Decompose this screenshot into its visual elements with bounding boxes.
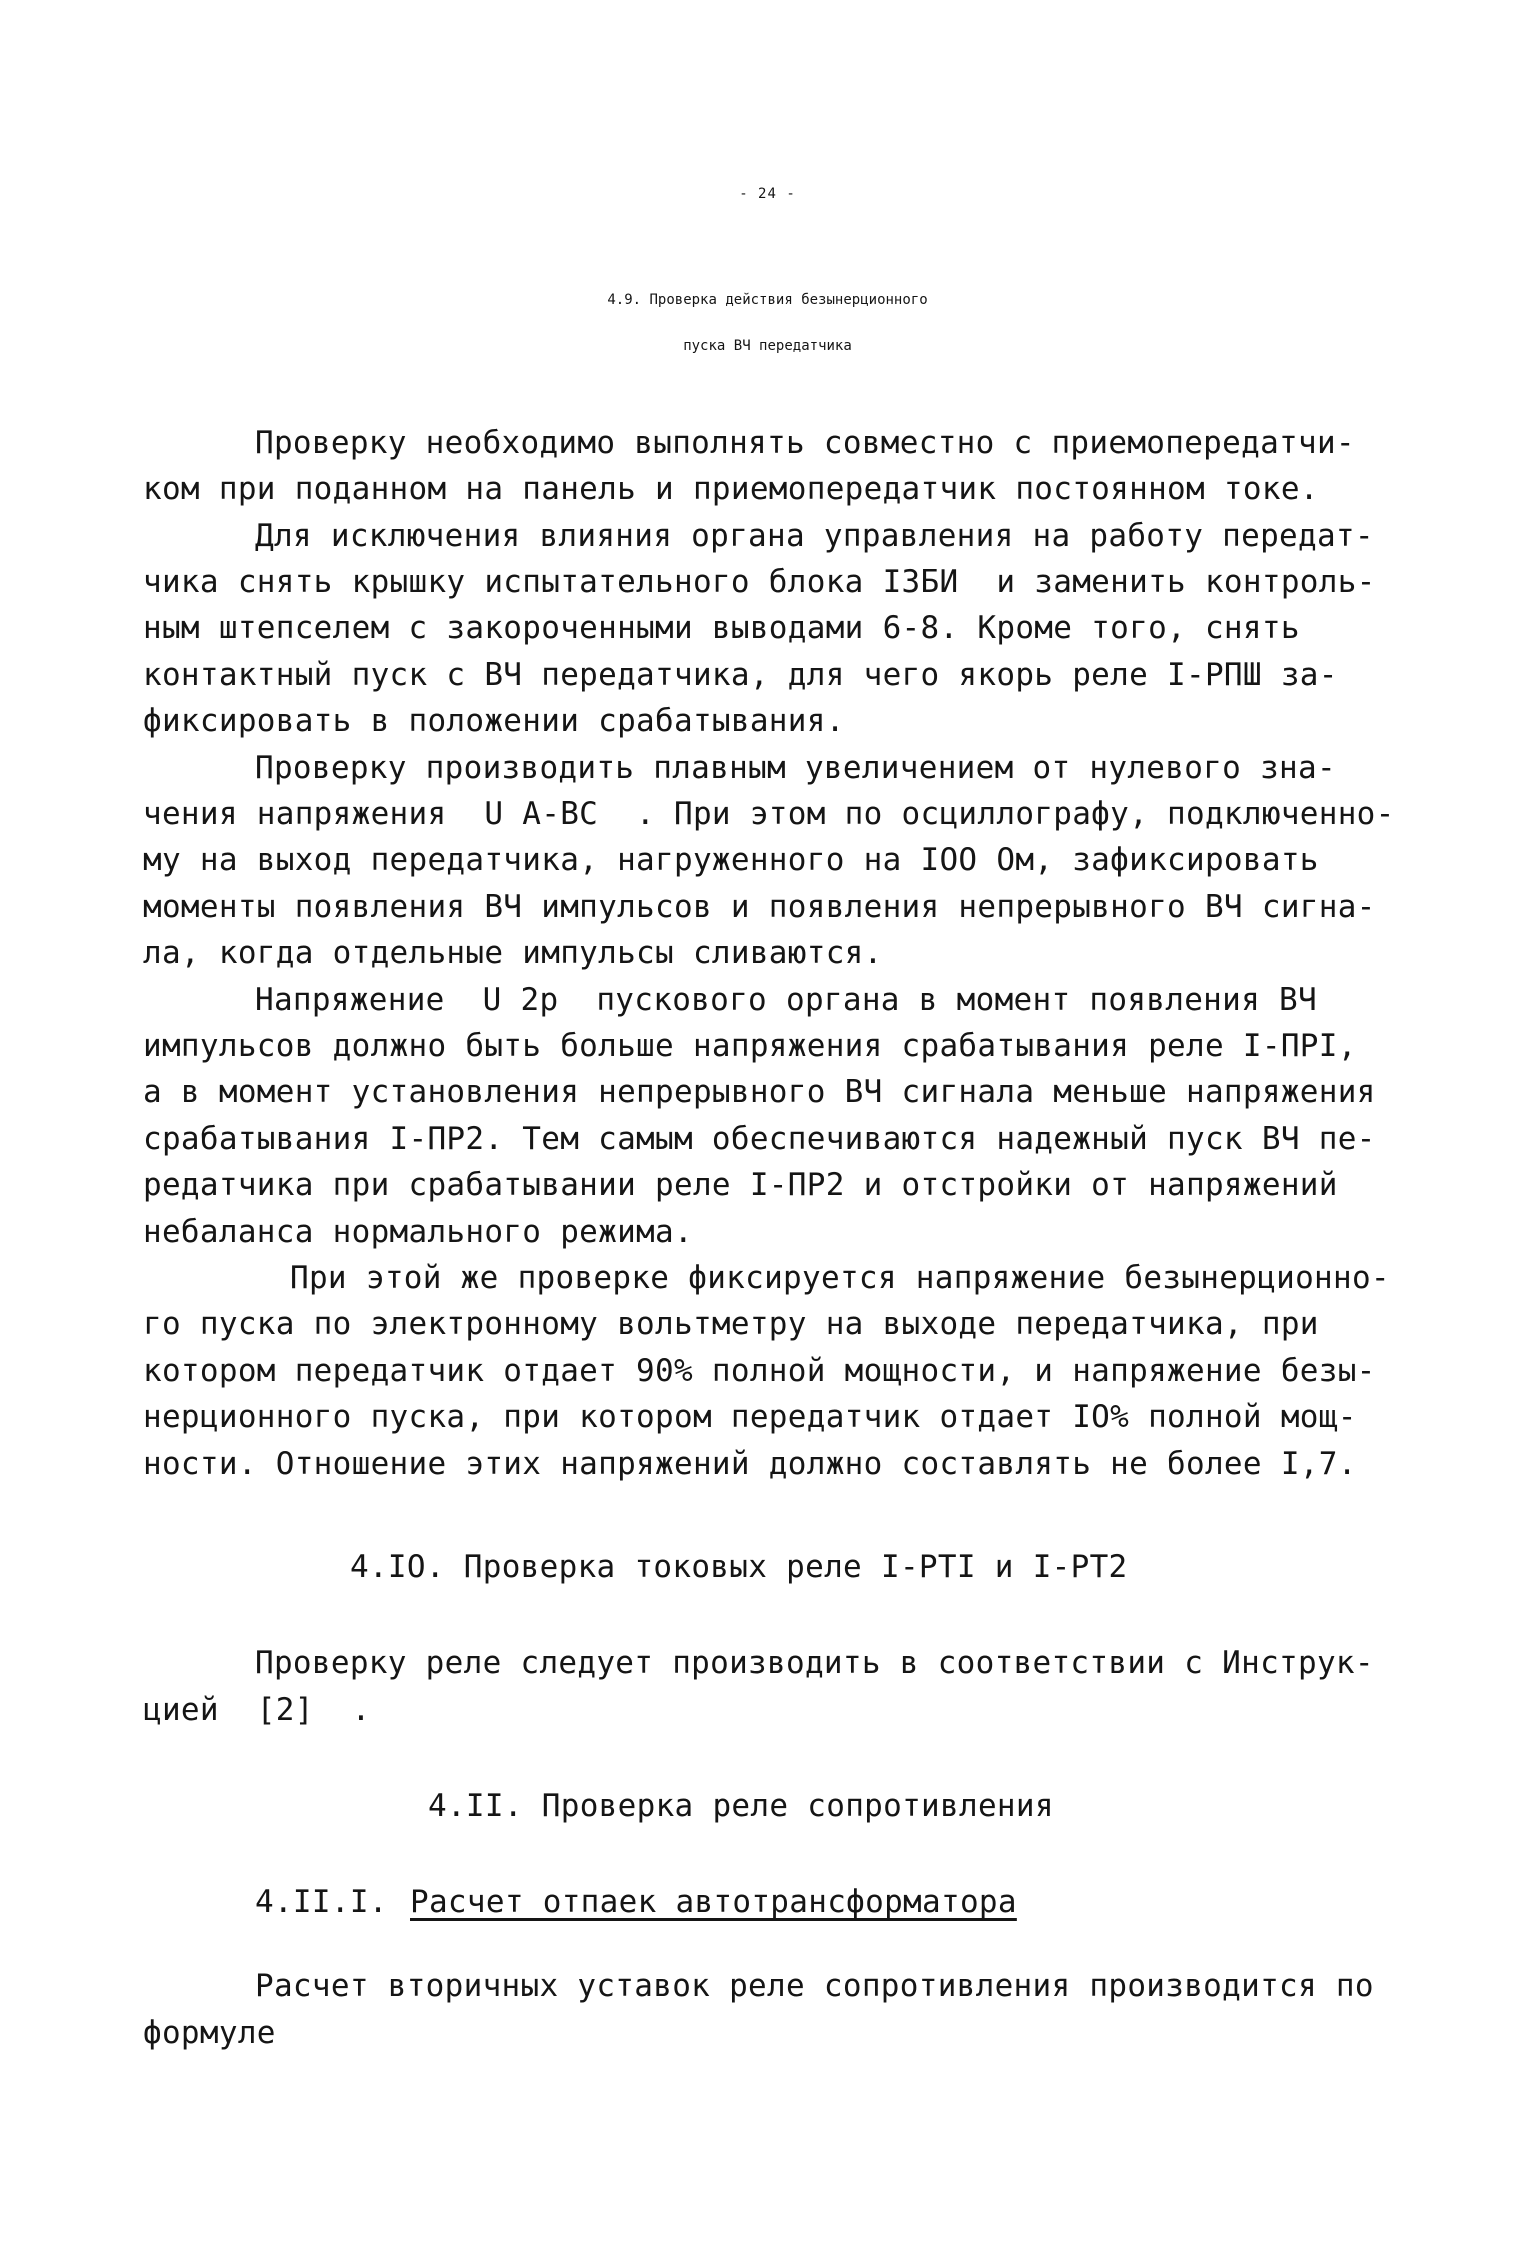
paragraph-line: цией [2] . [143, 1692, 371, 1728]
paragraph-line: При этой же проверке фиксируется напряжение безынерционно- [290, 1260, 1390, 1296]
paragraph-line: контактный пуск с ВЧ передатчика, для чего якорь реле I-РПШ за- [143, 657, 1338, 693]
page-number: - 24 - [739, 186, 796, 202]
section-number-4-11-1: 4.II.I. [255, 1884, 388, 1920]
paragraph-line: импульсов должно быть больше напряжения срабатывания реле I-ПРI, [143, 1028, 1357, 1064]
paragraph-line: ком при поданном на панель и приемопередатчик постоянном токе. [143, 471, 1319, 507]
paragraph-line: чения напряжения U A-BC . При этом по осциллографу, подключенно- [143, 796, 1395, 832]
paragraph-line: го пуска по электронному вольтметру на выходе передатчика, при [143, 1306, 1319, 1342]
section-title-4-10: 4.IO. Проверка токовых реле I-PTI и I-PT2 [350, 1549, 1128, 1585]
paragraph-line: моменты появления ВЧ импульсов и появления непрерывного ВЧ сигна- [143, 889, 1376, 925]
paragraph-line: срабатывания I-ПР2. Тем самым обеспечиваются надежный пуск ВЧ пе- [143, 1121, 1376, 1157]
paragraph-line: ным штепселем с закороченными выводами 6-8. Кроме того, снять [143, 610, 1300, 646]
paragraph-line: котором передатчик отдает 90% полной мощности, и напряжение безы- [143, 1353, 1376, 1389]
paragraph-line: формуле [143, 2015, 276, 2051]
paragraph-line: ла, когда отдельные импульсы сливаются. [143, 935, 883, 971]
paragraph-line: Проверку необходимо выполнять совместно с приемопередатчи- [255, 425, 1355, 461]
section-title-4-9-line2: пуска ВЧ передатчика [683, 338, 852, 354]
paragraph-line: Проверку производить плавным увеличением от нулевого зна- [255, 750, 1336, 786]
paragraph-line: ности. Отношение этих напряжений должно составлять не более I,7. [143, 1446, 1357, 1482]
paragraph-line: редатчика при срабатывании реле I-ПР2 и отстройки от напряжений [143, 1167, 1338, 1203]
paragraph-line: чика снять крышку испытательного блока I3БИ и заменить контроль- [143, 564, 1376, 600]
paragraph-line: небаланса нормального режима. [143, 1214, 693, 1250]
paragraph-line: Проверку реле следует производить в соответствии с Инструк- [255, 1645, 1374, 1681]
paragraph-line: му на выход передатчика, нагруженного на IOO Ом, зафиксировать [143, 842, 1319, 878]
paragraph-line: фиксировать в положении срабатывания. [143, 703, 845, 739]
section-title-4-11: 4.II. Проверка реле сопротивления [428, 1788, 1054, 1824]
paragraph-line: нерционного пуска, при котором передатчик отдает IO% полной мощ- [143, 1399, 1357, 1435]
paragraph-line: Расчет вторичных уставок реле сопротивления производится по [255, 1968, 1374, 2004]
section-title-4-9-line1: 4.9. Проверка действия безынерционного [607, 292, 928, 308]
section-title-4-11-1: Расчет отпаек автотрансформатора [410, 1884, 1017, 1920]
paragraph-line: Для исключения влияния органа управления на работу передат- [255, 518, 1374, 554]
paragraph-line: а в момент установления непрерывного ВЧ сигнала меньше напряжения [143, 1074, 1376, 1110]
paragraph-line: Напряжение U 2p пускового органа в момент появления ВЧ [255, 982, 1317, 1018]
